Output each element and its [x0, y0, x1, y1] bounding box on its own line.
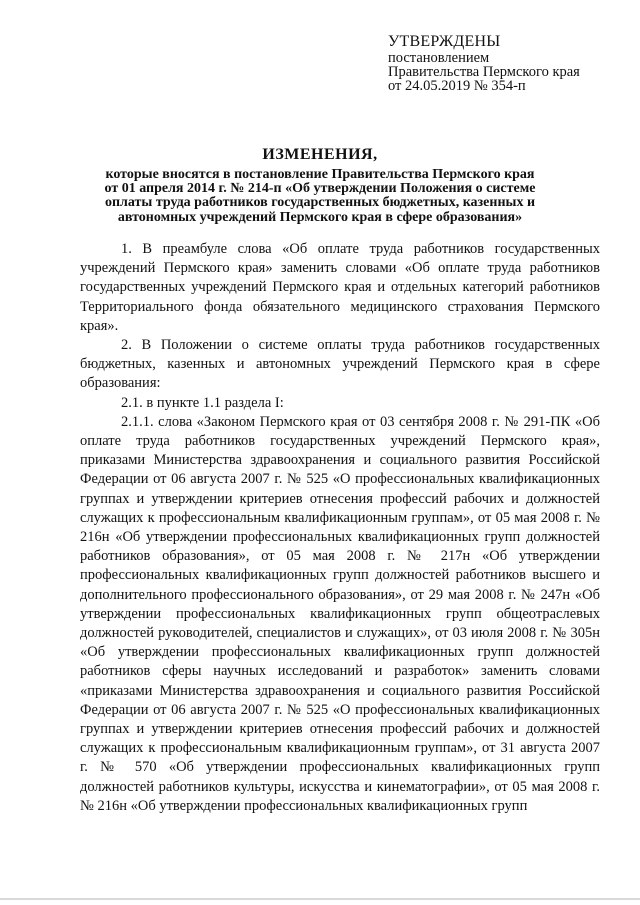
- paragraph-2-1-1: 2.1.1. слова «Законом Пермского края от 03 сентября 2008 г. № 291-ПК «Об оплате труда работников государственных учреждений Пермского края», приказами Министерства здравоохранения и социального развития Российской Федерации от 06 августа 2007 г. № 525 «О профессиональных квалификационных группах и утверждении критериев отнесения профессий рабочих и должностей служащих к профессиональным квалификационным группам», от 05 мая 2008 г. № 216н «Об утверждении профессиональных квалификационных групп должностей работников образования», от 05 мая 2008 г. № 217н «Об утверждении профессиональных квалификационных групп должностей работников высшего и дополнительного профессионального образования», от 29 мая 2008 г. № 247н «Об утверждении профессиональных квалификационных групп общеотраслевых должностей руководителей, специалистов и служащих», от 03 июля 2008 г. № 305н «Об утверждении профессиональных квалификационных групп должностей работников сферы научных исследований и разработок» заменить словами «приказами Министерства здравоохранения и социального развития Российской Федерации от 06 августа 2007 г. № 525 «О профессиональных квалификационных группах и утверждении критериев отнесения профессий рабочих и должностей служащих к профессиональным квалификационным группам», от 31 августа 2007 г. № 570 «Об утверждении профессиональных квалификационных групп должностей работников культуры, искусства и кинематографии», от 05 мая 2008 г. № 216н «Об утверждении профессиональных квалификационных групп: [80, 413, 600, 814]
- approval-stamp: [388, 33, 580, 93]
- paragraph-2: 2. В Положении о системе оплаты труда работников государственных бюджетных, казенных и автономных учреждений Пермского края в сфере образования:: [80, 337, 600, 392]
- approval-line-1: постановлением: [388, 50, 490, 66]
- approval-heading: УТВЕРЖДЕНЫ: [388, 33, 501, 50]
- approval-line-3: от 24.05.2019 № 354-п: [388, 78, 526, 94]
- approval-line-2: Правительства Пермского края: [388, 64, 580, 80]
- paragraph-1: 1. В преамбуле слова «Об оплате труда работников государственных учреждений Пермского края» заменить словами «Об оплате труда работников государственных учреждений Пермского края и отдельных категорий работников Территориального фонда обязательного медицинского страхования Пермского края».: [80, 241, 600, 334]
- page-bottom-edge: [0, 898, 640, 900]
- document-title: ИЗМЕНЕНИЯ,: [262, 146, 378, 163]
- document-body: [80, 240, 600, 816]
- document-subtitle: которые вносятся в постановление Правительства Пермского края от 01 апреля 2014 г. № 214-п «Об утверждении Положения о системе оплаты труда работников государственных бюджетных, казенных и автономных учреждений Пермского края в сфере образования»: [104, 167, 536, 225]
- paragraph-2-1: 2.1. в пункте 1.1 раздела I:: [121, 394, 284, 411]
